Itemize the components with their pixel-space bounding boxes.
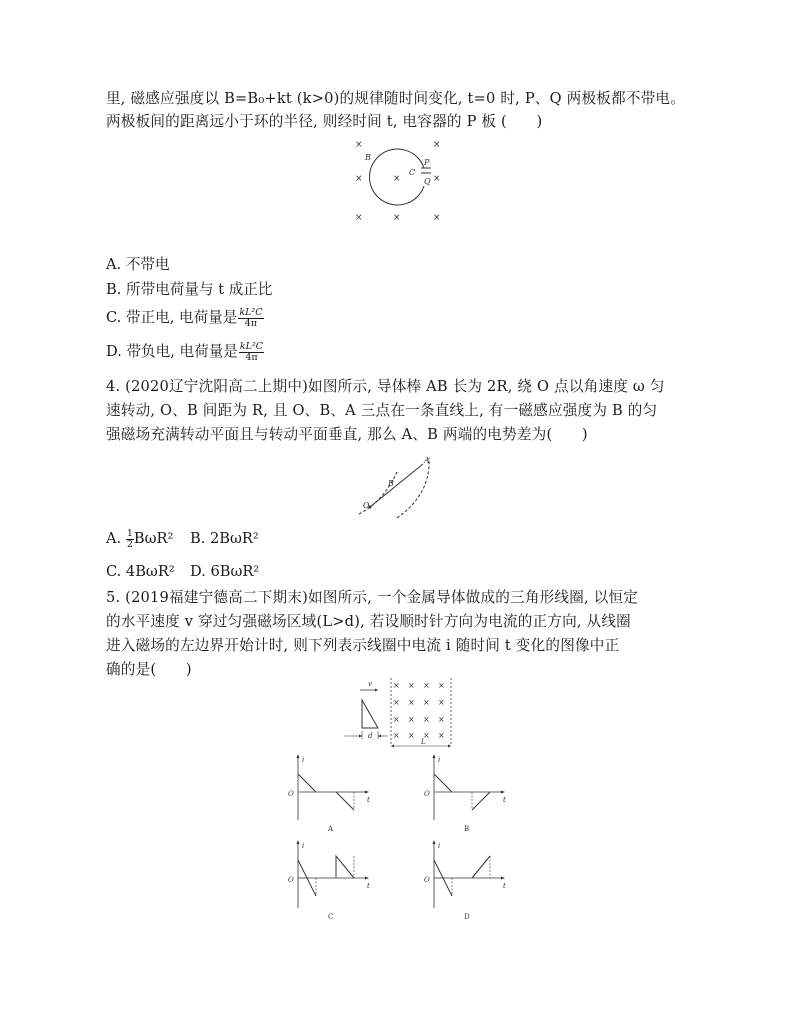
svg-text:×: ×: [408, 731, 415, 740]
q3-option-c[interactable]: [106, 307, 264, 329]
arc-radius-2r: [397, 458, 429, 518]
arrowhead: [448, 745, 451, 748]
fraction-denominator: 2: [126, 538, 133, 550]
axis-label-i: i: [302, 842, 305, 850]
graph-caption: B: [464, 825, 470, 833]
q4-option-d[interactable]: D. 6BωR²: [190, 563, 260, 580]
fraction-numerator: kL²C: [239, 340, 264, 352]
option-text: C. 带正电, 电荷量是: [106, 309, 238, 326]
option-text: BωR²: [133, 530, 174, 547]
q5-stem-line-4: 确的是( ): [106, 661, 192, 678]
axis-label-t: t: [503, 796, 506, 804]
svg-text:×: ×: [438, 715, 445, 724]
fraction: [126, 529, 134, 550]
label-o: O: [363, 501, 370, 510]
q3-option-a[interactable]: A. 不带电: [106, 256, 170, 273]
svg-text:×: ×: [423, 731, 430, 740]
label-q: Q: [424, 177, 431, 186]
q4-source-tag: 2020辽宁沈阳高二上期中: [131, 378, 303, 395]
svg-text:×: ×: [393, 715, 400, 724]
arrowhead: [365, 791, 369, 794]
axis-label-i: i: [302, 756, 305, 764]
option-label: A.: [106, 530, 126, 547]
option-text: D. 带负电, 电荷量是: [106, 343, 238, 360]
q5-graph-c[interactable]: [282, 838, 382, 922]
svg-text:×: ×: [408, 715, 415, 724]
arrowhead: [359, 735, 362, 738]
svg-text:×: ×: [438, 681, 445, 690]
q5-graph-a[interactable]: [282, 752, 382, 834]
fraction: [238, 308, 263, 329]
arrowhead: [297, 840, 300, 844]
q5-stem-line-1: [106, 587, 638, 609]
arrowhead: [391, 745, 394, 748]
q4-stem-line-1: [106, 376, 665, 398]
svg-text:×: ×: [423, 681, 430, 690]
current-curve: [472, 856, 490, 878]
current-curve: [298, 774, 316, 792]
q3-stem-line-1: 里, 磁感应强度以 B=B₀+kt (k>0)的规律随时间变化, t=0 时, P、Q 两极板都不带电。: [106, 90, 686, 107]
q4-option-c[interactable]: C. 4BωR²: [106, 563, 175, 580]
axis-label-t: t: [503, 882, 506, 890]
svg-text:×: ×: [393, 731, 400, 740]
svg-text:×: ×: [393, 698, 400, 707]
rod-ab: [370, 464, 423, 507]
q4-stem-line-3: 强磁场充满转动平面且与转动平面垂直, 那么 A、B 两端的电势差为( ): [106, 426, 588, 443]
q4-figure-rotating-rod: [355, 452, 445, 520]
triangular-coil: [362, 700, 378, 728]
current-curve: [336, 792, 354, 810]
q5-number: 5. (: [106, 589, 132, 606]
fraction-numerator: 1: [126, 527, 133, 539]
fraction-numerator: kL²C: [239, 306, 263, 318]
q4-number: 4. (: [106, 378, 132, 395]
q4-option-b[interactable]: B. 2BωR²: [190, 530, 259, 547]
arrowhead: [297, 754, 300, 758]
axis-label-i: i: [438, 842, 441, 850]
label-d: d: [368, 732, 373, 740]
svg-text:×: ×: [393, 681, 400, 690]
current-curve: [336, 856, 354, 878]
q5-figure-coil-field: [340, 676, 460, 752]
label-p: P: [424, 158, 430, 167]
q3-stem-line-2: 两极板间的距离远小于环的半径, 则经时间 t, 电容器的 P 板 ( ): [106, 113, 543, 130]
svg-text:×: ×: [438, 731, 445, 740]
origin-label: O: [424, 876, 430, 884]
fraction-denominator: 4π: [245, 351, 258, 363]
label-v: v: [368, 680, 372, 688]
axis-label-t: t: [367, 882, 370, 890]
label-l: L: [421, 738, 426, 746]
svg-text:×: ×: [423, 698, 430, 707]
svg-text:×: ×: [408, 681, 415, 690]
graph-caption: C: [328, 913, 334, 921]
graph-caption: D: [464, 913, 470, 921]
fraction: [239, 342, 264, 363]
fraction-denominator: 4π: [244, 317, 258, 329]
origin-label: O: [288, 876, 294, 884]
origin-label: O: [424, 790, 430, 798]
q5-stem-text: )如图所示, 一个金属导体做成的三角形线圈, 以恒定: [302, 589, 639, 606]
q4-stem-line-2: 速转动, O、B 间距为 R, 且 O、B、A 三点在一条直线上, 有一磁感应强度为 B 的匀: [106, 402, 658, 419]
arrowhead: [433, 840, 436, 844]
field-mark: ×: [433, 174, 441, 184]
arrowhead: [501, 791, 505, 794]
field-marks: [393, 681, 445, 740]
q3-option-b[interactable]: B. 所带电荷量与 t 成正比: [106, 281, 273, 298]
svg-text:×: ×: [438, 698, 445, 707]
arrowhead: [375, 689, 378, 692]
q5-stem-line-3: 进入磁场的左边界开始计时, 则下列表示线圈中电流 i 随时间 t 变化的图像中正: [106, 637, 620, 654]
label-b: B: [388, 479, 394, 488]
svg-text:×: ×: [408, 698, 415, 707]
q5-graph-d[interactable]: [418, 838, 518, 922]
q3-figure-ring-capacitor: [345, 138, 455, 223]
field-mark: ×: [393, 213, 401, 223]
field-mark: ×: [393, 174, 401, 184]
q5-source-tag: 2019福建宁德高二下期末: [131, 589, 303, 606]
label-a: A: [424, 456, 430, 465]
current-curve: [472, 792, 490, 810]
field-mark: ×: [433, 140, 441, 150]
field-mark: ×: [355, 174, 363, 184]
origin-label: O: [288, 790, 294, 798]
axis-label-i: i: [438, 756, 441, 764]
arrowhead: [433, 754, 436, 758]
field-mark: ×: [355, 213, 363, 223]
graph-caption: A: [328, 825, 334, 833]
field-mark: ×: [433, 213, 441, 223]
label-c: C: [409, 168, 416, 177]
label-b: B: [365, 153, 371, 162]
current-curve: [434, 774, 452, 792]
q4-option-a[interactable]: [106, 528, 173, 550]
axis-label-t: t: [367, 796, 370, 804]
field-mark: ×: [355, 140, 363, 150]
q5-stem-line-2: 的水平速度 v 穿过匀强磁场区域(L>d), 若设顺时针方向为电流的正方向, 从线圈: [106, 613, 631, 630]
q5-graph-b[interactable]: [418, 752, 518, 834]
arrowhead: [365, 877, 369, 880]
svg-text:×: ×: [423, 715, 430, 724]
arrowhead: [501, 877, 505, 880]
q3-option-d[interactable]: [106, 341, 264, 363]
arrowhead: [378, 735, 381, 738]
q4-stem-text: )如图所示, 导体棒 AB 长为 2R, 绕 O 点以角速度 ω 匀: [302, 378, 665, 395]
